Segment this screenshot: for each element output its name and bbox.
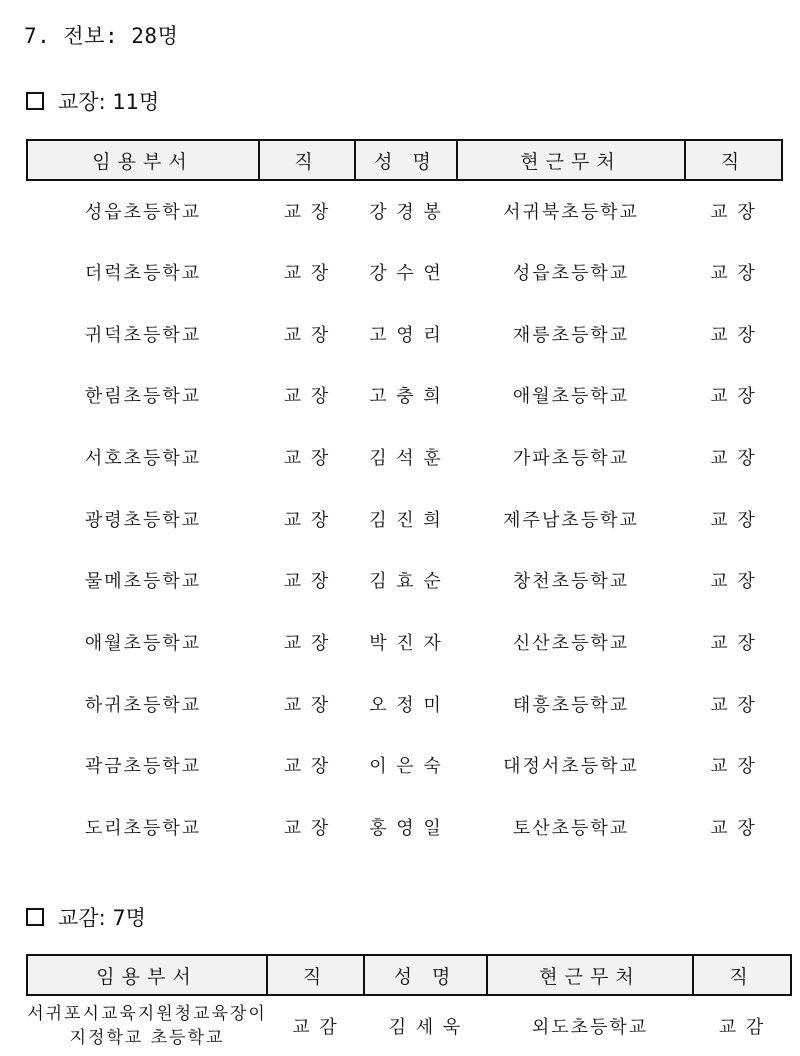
column-header-dept: 임용부서 xyxy=(27,140,259,180)
cell-current: 애월초등학교 xyxy=(512,386,630,408)
table-row xyxy=(27,180,782,241)
cell-name: 고 영 리 xyxy=(369,324,443,346)
column-header-name: 성 명 xyxy=(355,140,457,180)
table-row xyxy=(27,796,782,858)
table-row xyxy=(27,241,782,303)
table-row xyxy=(27,611,782,673)
cell-dept: 곽금초등학교 xyxy=(84,756,202,778)
cell-current-position: 교 장 xyxy=(710,386,757,408)
cell-current-position: 교 장 xyxy=(710,202,757,223)
table-row xyxy=(27,673,782,735)
cell-dept-line2: 지정학교 초등학교 xyxy=(69,1028,225,1048)
cell-name: 오 정 미 xyxy=(369,694,443,716)
section-heading: 7. 전보: 28명 xyxy=(24,24,179,48)
column-header-current-position: 직 xyxy=(693,955,791,995)
cell-dept: 한림초등학교 xyxy=(84,386,202,408)
cell-current: 외도초등학교 xyxy=(531,1017,649,1038)
cell-current: 제주남초등학교 xyxy=(503,509,639,531)
cell-current: 토산초등학교 xyxy=(512,818,630,840)
table-row xyxy=(27,488,782,550)
cell-current: 재릉초등학교 xyxy=(512,324,630,346)
cell-dept: 서호초등학교 xyxy=(84,447,202,469)
column-header-current: 현근무처 xyxy=(457,140,685,180)
cell-current-position: 교 장 xyxy=(710,509,757,531)
column-header-current: 현근무처 xyxy=(487,955,693,995)
cell-position: 교 장 xyxy=(283,694,331,716)
cell-name: 고 충 희 xyxy=(369,386,443,408)
table-header-row xyxy=(27,955,791,995)
cell-dept xyxy=(27,995,267,1056)
table-row xyxy=(27,995,791,1056)
cell-name: 김 석 훈 xyxy=(369,447,443,469)
cell-position: 교 장 xyxy=(283,756,331,778)
table-row xyxy=(27,735,782,797)
cell-name: 김 진 희 xyxy=(369,509,443,531)
cell-position: 교 감 xyxy=(292,1017,339,1038)
cell-position: 교 장 xyxy=(283,818,331,840)
cell-current: 가파초등학교 xyxy=(512,447,630,469)
cell-dept: 하귀초등학교 xyxy=(84,694,202,716)
column-header-position: 직 xyxy=(267,955,364,995)
cell-current: 태흥초등학교 xyxy=(512,694,630,716)
cell-position: 교 장 xyxy=(283,262,331,284)
column-header-name: 성 명 xyxy=(364,955,487,995)
table-row xyxy=(27,364,782,426)
table-row xyxy=(27,303,782,365)
cell-current-position: 교 장 xyxy=(710,571,757,593)
cell-dept: 광령초등학교 xyxy=(84,509,202,531)
cell-position: 교 장 xyxy=(283,447,331,469)
cell-current: 성읍초등학교 xyxy=(512,262,630,284)
cell-position: 교 장 xyxy=(283,509,331,531)
cell-current-position: 교 장 xyxy=(710,632,757,654)
table-row xyxy=(27,426,782,488)
column-header-current-position: 직 xyxy=(685,140,782,180)
vice-principals-title-text: 교감: 7명 xyxy=(58,906,146,930)
vice-principals-title xyxy=(24,902,146,932)
cell-dept: 애월초등학교 xyxy=(84,632,202,654)
cell-dept: 물메초등학교 xyxy=(84,571,202,593)
column-header-dept: 임용부서 xyxy=(27,955,267,995)
principals-table xyxy=(26,139,783,858)
cell-dept: 성읍초등학교 xyxy=(84,202,202,223)
cell-name: 김 세 욱 xyxy=(388,1017,463,1038)
cell-position: 교 장 xyxy=(283,324,331,346)
cell-dept: 도리초등학교 xyxy=(84,818,202,840)
cell-dept-line1: 서귀포시교육지원청교육장이 xyxy=(27,1004,267,1024)
cell-current-position: 교 장 xyxy=(710,818,757,840)
cell-current-position: 교 장 xyxy=(710,262,757,284)
cell-current: 대정서초등학교 xyxy=(503,756,639,778)
cell-dept: 귀덕초등학교 xyxy=(84,324,202,346)
principals-title xyxy=(24,86,159,116)
cell-current-position: 교 장 xyxy=(710,447,757,469)
table-row xyxy=(27,549,782,611)
cell-dept: 더럭초등학교 xyxy=(84,262,202,284)
cell-current: 서귀북초등학교 xyxy=(503,202,639,223)
cell-name: 홍 영 일 xyxy=(369,818,443,840)
cell-name: 박 진 자 xyxy=(369,632,443,654)
cell-position: 교 장 xyxy=(283,632,331,654)
cell-position: 교 장 xyxy=(283,202,331,223)
cell-current-position: 교 장 xyxy=(710,694,757,716)
cell-name: 이 은 숙 xyxy=(369,756,443,778)
checkbox-square-icon xyxy=(26,908,44,926)
cell-current-position: 교 장 xyxy=(710,324,757,346)
cell-current: 신산초등학교 xyxy=(512,632,630,654)
column-header-position: 직 xyxy=(259,140,355,180)
table-header-row xyxy=(27,140,782,180)
principals-title-text: 교장: 11명 xyxy=(58,90,160,114)
checkbox-square-icon xyxy=(26,92,44,110)
cell-current: 창천초등학교 xyxy=(512,571,630,593)
cell-current-position: 교 감 xyxy=(718,1017,766,1038)
cell-name: 강 경 봉 xyxy=(369,202,443,223)
cell-name: 김 효 순 xyxy=(369,571,443,593)
vice-principals-table xyxy=(26,954,792,1056)
cell-position: 교 장 xyxy=(283,386,331,408)
cell-name: 강 수 연 xyxy=(369,262,443,284)
cell-position: 교 장 xyxy=(283,571,331,593)
cell-current-position: 교 장 xyxy=(710,756,757,778)
